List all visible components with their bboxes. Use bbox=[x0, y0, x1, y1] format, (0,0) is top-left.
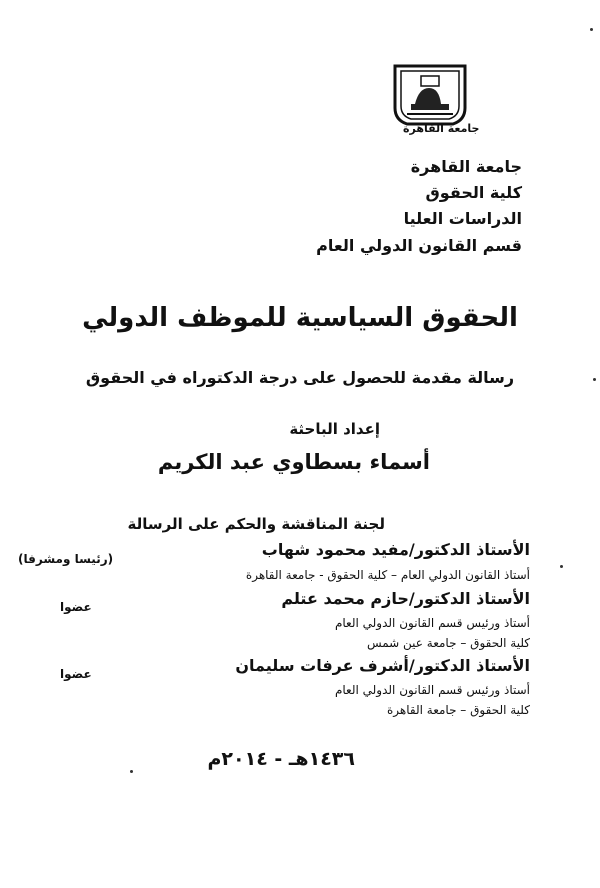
scan-speck bbox=[593, 378, 596, 381]
studies-name: الدراسات العليا bbox=[403, 209, 522, 228]
scan-speck bbox=[560, 565, 563, 568]
committee-heading: لجنة المناقشة والحكم على الرسالة bbox=[127, 515, 385, 533]
university-name: جامعة القاهرة bbox=[410, 157, 522, 176]
member-1-role: (رئيسا ومشرفا) bbox=[18, 552, 114, 566]
university-logo bbox=[385, 58, 480, 138]
member-2-role: عضوا bbox=[60, 600, 92, 614]
member-1-line-1: أستاذ القانون الدولي العام – كلية الحقوق - جامعة القاهرة bbox=[245, 568, 530, 582]
member-2-line-2: كلية الحقوق – جامعة عين شمس bbox=[366, 636, 530, 650]
member-1-name: الأستاذ الدكتور/مفيد محمود شهاب bbox=[261, 540, 530, 559]
department-name: قسم القانون الدولي العام bbox=[316, 236, 522, 255]
logo-caption: جامعة القاهرة bbox=[403, 122, 480, 135]
scan-speck bbox=[130, 770, 133, 773]
thesis-date: ١٤٣٦هـ - ٢٠١٤م bbox=[207, 748, 355, 770]
thesis-title: الحقوق السياسية للموظف الدولي bbox=[82, 303, 518, 333]
member-2-line-1: أستاذ ورئيس قسم القانون الدولي العام bbox=[334, 616, 530, 630]
author-name: أسماء بسطاوي عبد الكريم bbox=[157, 450, 430, 474]
member-3-name: الأستاذ الدكتور/أشرف عرفات سليمان bbox=[235, 656, 530, 675]
member-3-role: عضوا bbox=[60, 667, 92, 681]
member-2-name: الأستاذ الدكتور/حازم محمد عتلم bbox=[281, 589, 530, 608]
thesis-subtitle: رسالة مقدمة للحصول على درجة الدكتوراه في الحقوق bbox=[85, 368, 515, 387]
author-label: إعداد الباحثة bbox=[289, 420, 380, 438]
scan-speck bbox=[590, 28, 593, 31]
member-3-line-2: كلية الحقوق – جامعة القاهرة bbox=[387, 703, 530, 717]
member-3-line-1: أستاذ ورئيس قسم القانون الدولي العام bbox=[334, 683, 530, 697]
faculty-name: كلية الحقوق bbox=[425, 183, 522, 202]
